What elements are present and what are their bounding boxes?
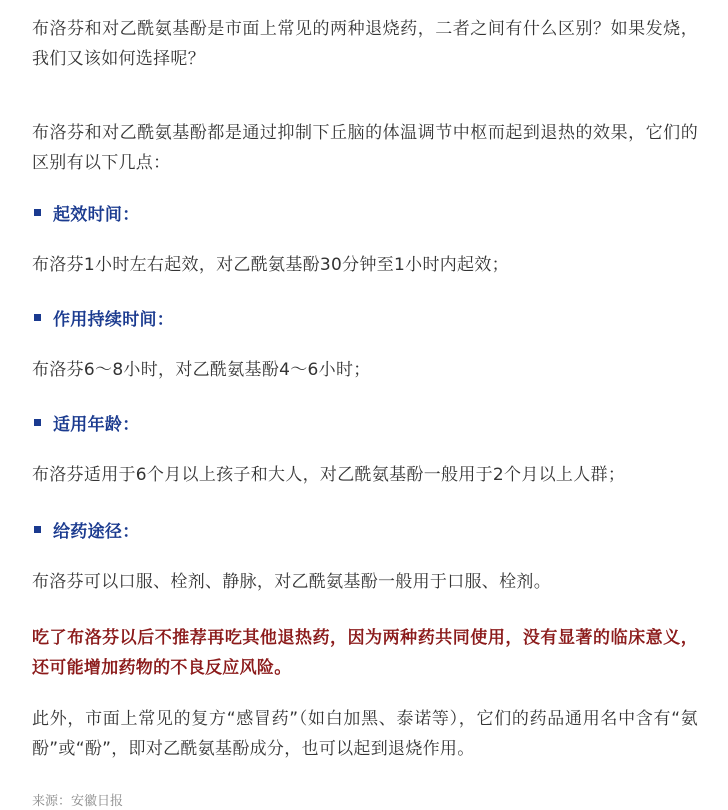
square-bullet-icon (34, 314, 41, 321)
section-heading-onset (32, 199, 140, 225)
section-heading-duration (32, 304, 174, 330)
note-paragraph: 此外，市面上常见的复方“感冒药”（如白加黑、泰诺等），它们的药品通用名中含有“氨酚”或“酚”，即对乙酰氨基酚成分，也可以起到退烧作用。 (32, 709, 698, 759)
section-heading-route (32, 516, 140, 542)
square-bullet-icon (34, 209, 41, 216)
mechanism-paragraph: 布洛芬和对乙酰氨基酚都是通过抑制下丘脑的体温调节中枢而起到退热的效果，它们的区别有以下几点： (32, 123, 698, 173)
section-body-onset: 布洛芬1小时左右起效，对乙酰氨基酚30分钟至1小时内起效； (32, 255, 509, 275)
section-heading-label: 适用年龄： (53, 414, 140, 435)
section-heading-label: 作用持续时间： (53, 309, 175, 330)
section-body-route: 布洛芬可以口服、栓剂、静脉，对乙酰氨基酚一般用于口服、栓剂。 (32, 572, 551, 592)
section-body-age: 布洛芬适用于6个月以上孩子和大人，对乙酰氨基酚一般用于2个月以上人群； (32, 465, 626, 485)
section-heading-label: 给药途径： (53, 521, 140, 542)
section-heading-label: 起效时间： (53, 204, 140, 225)
section-body-duration: 布洛芬6～8小时，对乙酰氨基酚4～6小时； (32, 360, 371, 380)
section-heading-age (32, 409, 140, 435)
source-credit: 来源：安徽日报 (32, 794, 124, 809)
warning-paragraph: 吃了布洛芬以后不推荐再吃其他退热药，因为两种药共同使用，没有显著的临床意义，还可能增加药物的不良反应风险。 (32, 628, 698, 678)
square-bullet-icon (34, 419, 41, 426)
square-bullet-icon (34, 526, 41, 533)
intro-paragraph: 布洛芬和对乙酰氨基酚是市面上常见的两种退烧药，二者之间有什么区别？如果发烧，我们又该如何选择呢？ (32, 19, 698, 69)
